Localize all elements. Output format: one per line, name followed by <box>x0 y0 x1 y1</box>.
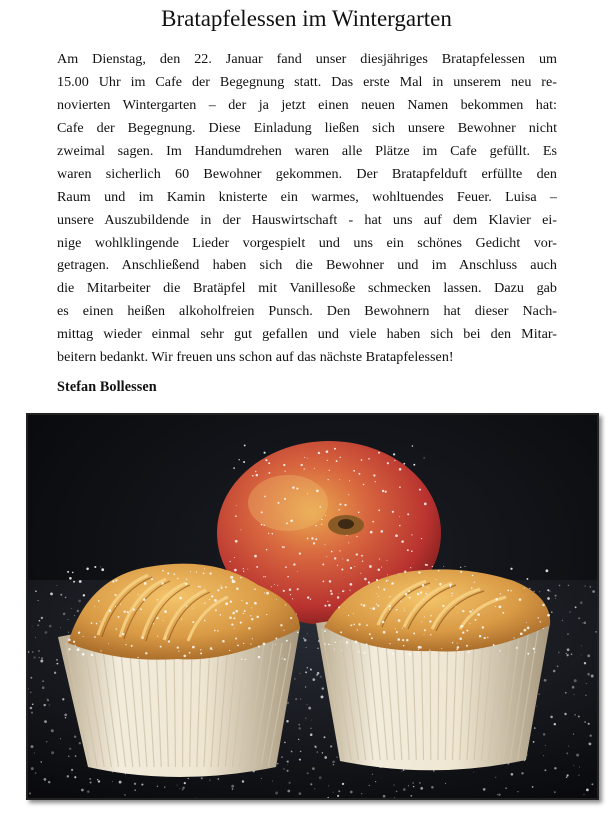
article-body-line: beitern bedankt. Wir freuen uns schon auf das nächste Bratapfelessen! <box>57 349 454 366</box>
article-photo <box>26 413 599 800</box>
article-body-line: es einen heißen alkoholfreien Punsch. Den Bewohnern hat dieser Nach- <box>57 303 557 320</box>
article-body-line: zweimal sagen. Im Handumdrehen waren alle Plätze im Cafe gefüllt. Es <box>57 142 557 159</box>
article-body-line: unsere Auszubildende in der Hauswirtschaft - hat uns auf dem Klavier ei- <box>57 211 557 228</box>
article-body-line: getragen. Anschließend haben sich die Bewohner und im Anschluss auch <box>57 257 557 274</box>
muffin-left <box>58 564 300 777</box>
article-title: Bratapfelessen im Wintergarten <box>161 6 452 31</box>
article-body-line: die Mitarbeiter die Bratäpfel mit Vanillesoße schmecken lassen. Dazu gab <box>57 280 557 297</box>
article-body-line: Raum und im Kamin knisterte ein warmes, wohltuendes Feuer. Luisa – <box>57 188 557 205</box>
article-body-line: 15.00 Uhr im Cafe der Begegnung statt. Das erste Mal in unserem neu re- <box>57 73 557 90</box>
article-author: Stefan Bollessen <box>57 379 157 395</box>
article-body-line: novierten Wintergarten – der ja jetzt einen neuen Namen bekommen hat: <box>57 96 557 113</box>
article-body <box>57 48 557 369</box>
muffin-right <box>316 569 550 770</box>
article-body-line: Cafe der Begegnung. Diese Einladung ließen sich unsere Bewohner nicht <box>57 119 557 136</box>
article-body-line: mittag wieder einmal sehr gut gefallen und viele haben sich bei den Mitar- <box>57 326 557 343</box>
article-body-line: Am Dienstag, den 22. Januar fand unser diesjähriges Bratapfelessen um <box>57 51 557 67</box>
article-body-line: nige wohlklingende Lieder vorgespielt und uns ein schönes Gedicht vor- <box>57 234 557 251</box>
article-body-line: waren sicherlich 60 Bewohner gekommen. Der Bratapfelduft erfüllte den <box>57 165 557 182</box>
apple-muffins-photo <box>28 415 597 798</box>
